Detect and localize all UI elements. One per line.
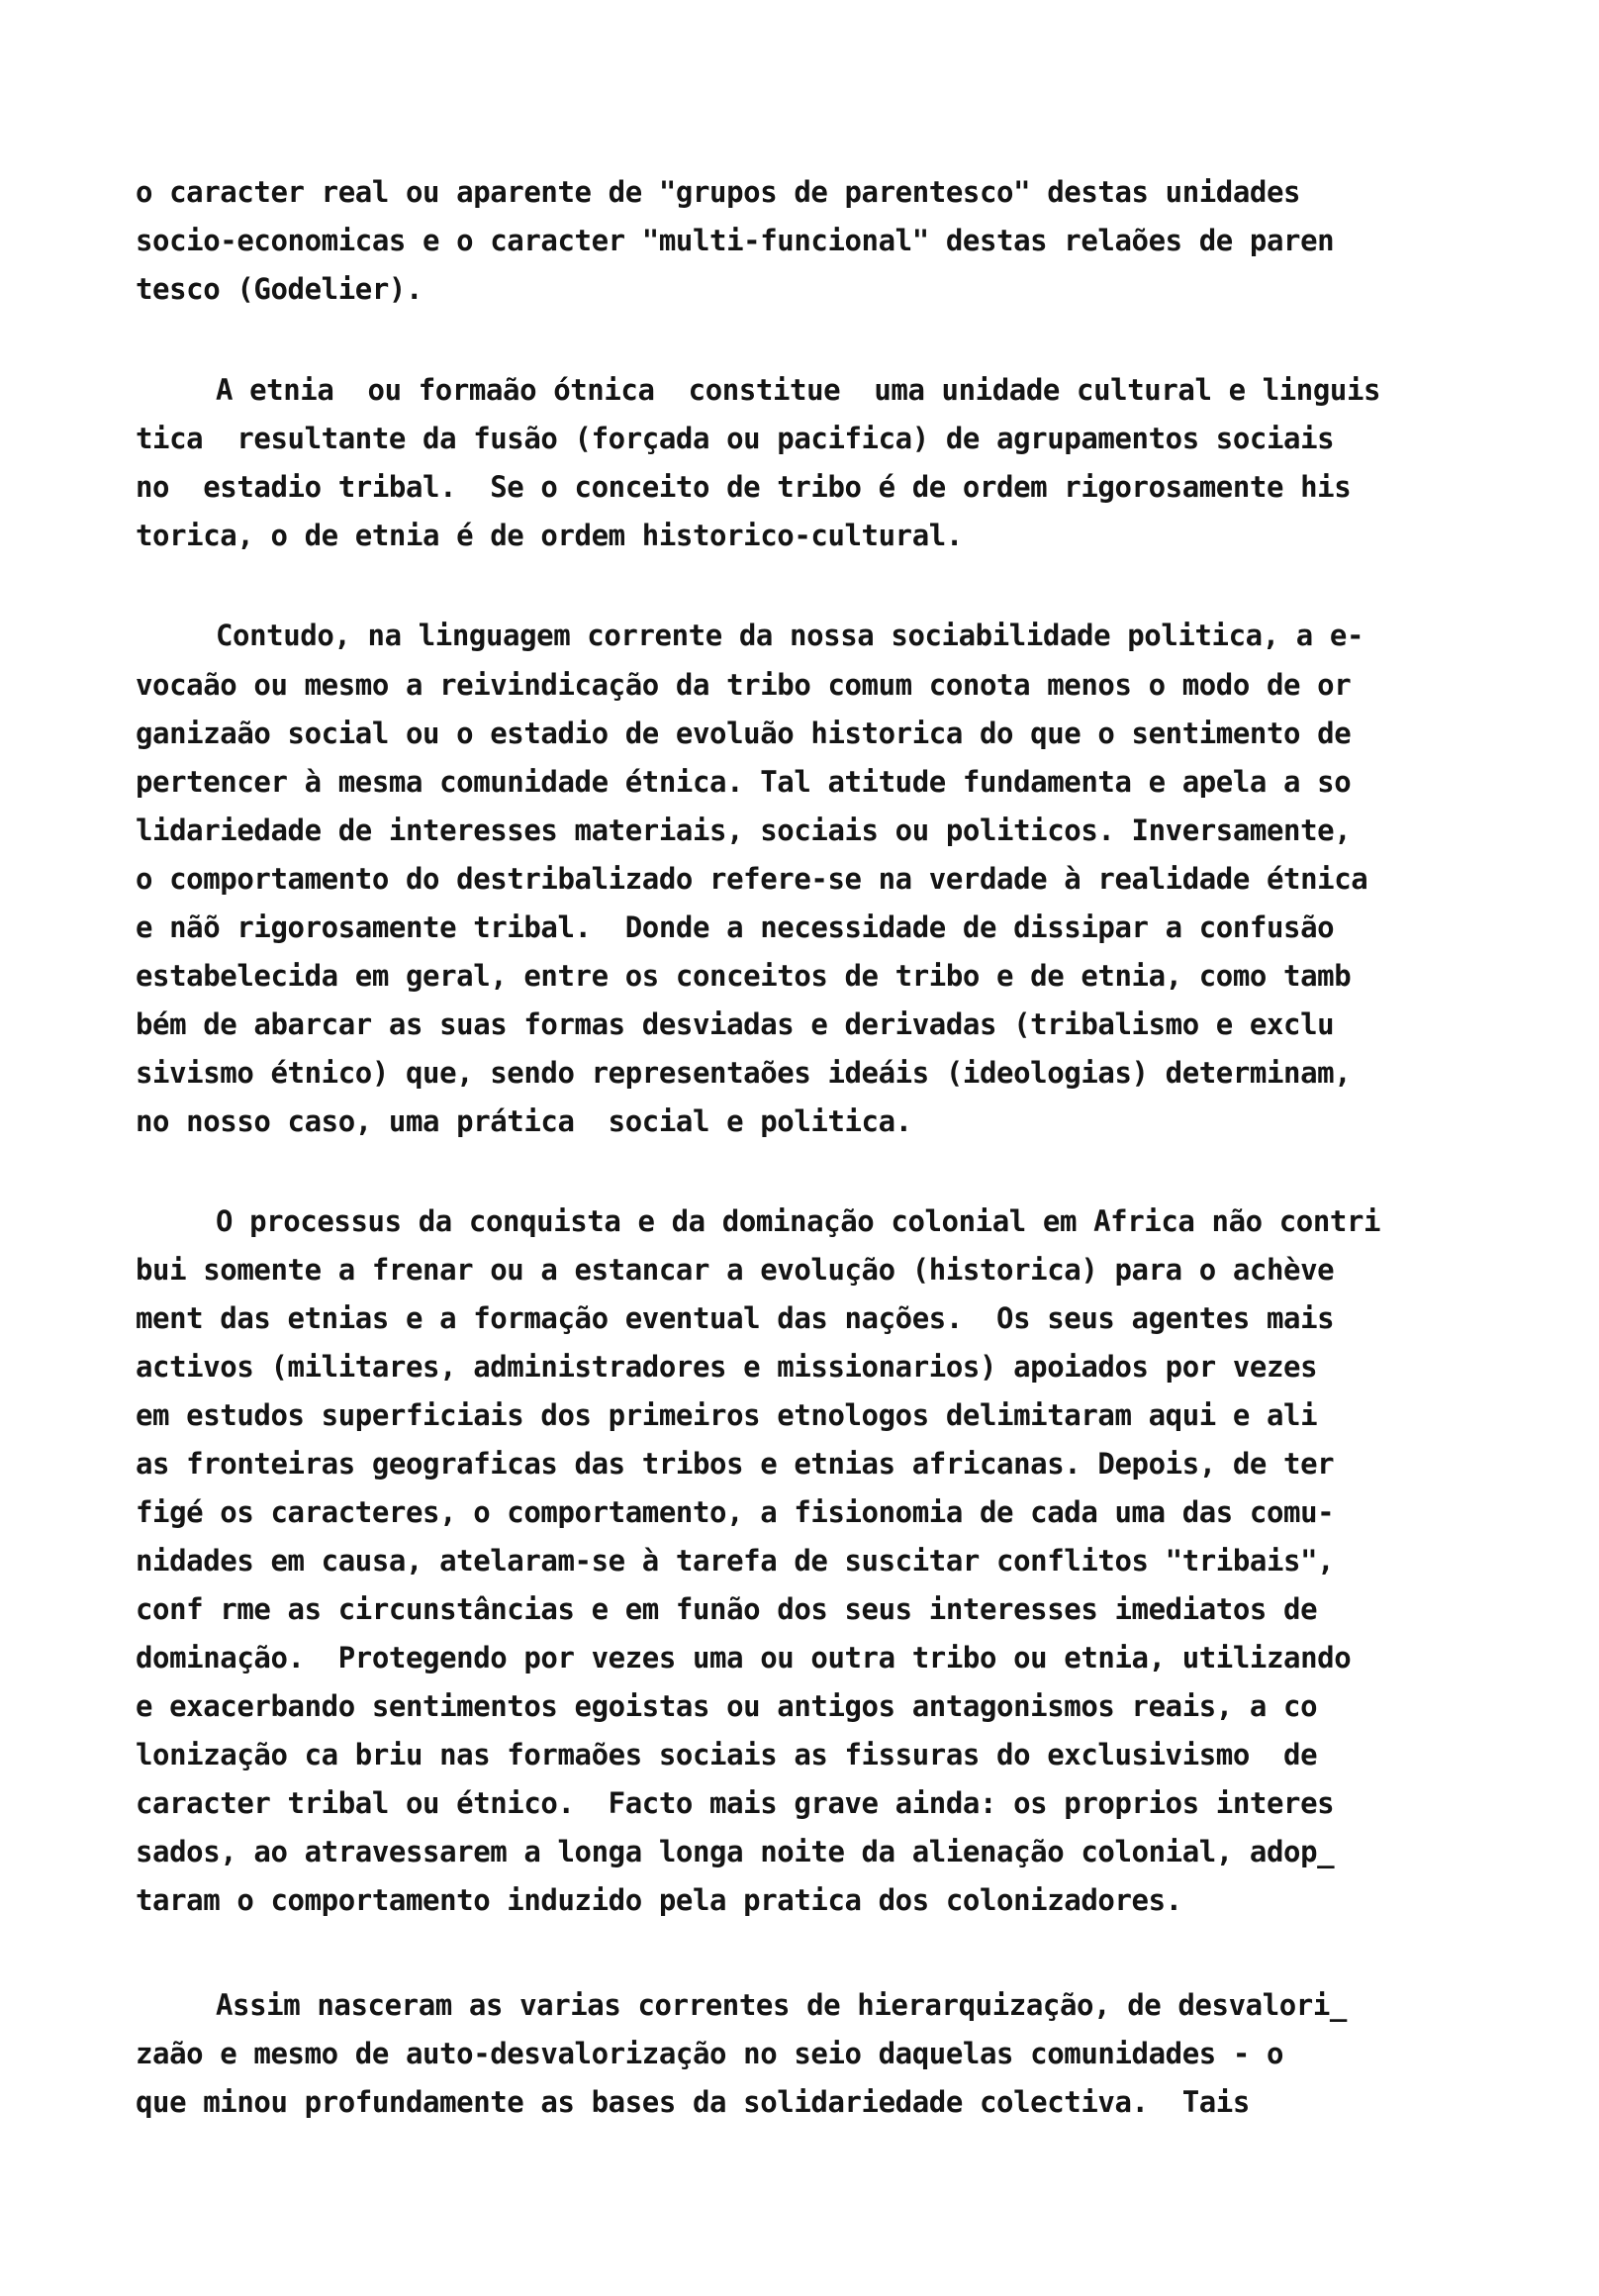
text-line: lidariedade de interesses materiais, sociais ou politicos. Inversamente, — [136, 813, 1352, 847]
text-line: sivismo étnico) que, sendo representaões ideáis (ideologias) determinam, — [136, 1056, 1352, 1090]
text-line: caracter tribal ou étnico. Facto mais grave ainda: os proprios interes — [136, 1786, 1335, 1820]
text-line: no nosso caso, uma prática social e politica. — [136, 1104, 912, 1138]
text-line: torica, o de etnia é de ordem historico-cultural. — [136, 519, 963, 552]
text-line: O processus da conquista e da dominação colonial em Africa não contri — [216, 1204, 1381, 1238]
text-line: ment das etnias e a formação eventual das nações. Os seus agentes mais — [136, 1301, 1335, 1335]
text-line: bém de abarcar as suas formas desviadas e derivadas (tribalismo e exclu — [136, 1007, 1335, 1041]
text-line: conf rme as circunstâncias e em funão dos seus interesses imediatos de — [136, 1592, 1318, 1626]
text-line: dominação. Protegendo por vezes uma ou outra tribo ou etnia, utilizando — [136, 1641, 1352, 1674]
text-line: vocaão ou mesmo a reivindicação da tribo comum conota menos o modo de or — [136, 668, 1352, 702]
text-line: o comportamento do destribalizado refere-se na verdade à realidade étnica — [136, 862, 1368, 896]
text-line: A etnia ou formaão ótnica constitue uma unidade cultural e linguis — [216, 373, 1381, 407]
text-line: socio-economicas e o caracter "multi-funcional" destas relaões de paren — [136, 224, 1335, 257]
text-line: tica resultante da fusão (forçada ou pacifica) de agrupamentos sociais — [136, 422, 1335, 455]
text-line: ganizaão social ou o estadio de evoluão historica do que o sentimento de — [136, 717, 1352, 750]
text-line: estabelecida em geral, entre os conceitos de tribo e de etnia, como tamb — [136, 959, 1352, 993]
text-line: zaão e mesmo de auto-desvalorização no seio daquelas comunidades - o — [136, 2037, 1284, 2070]
text-line: nidades em causa, atelaram-se à tarefa de suscitar conflitos "tribais", — [136, 1544, 1335, 1578]
text-line: as fronteiras geograficas das tribos e etnias africanas. Depois, de ter — [136, 1447, 1335, 1481]
text-line: taram o comportamento induzido pela pratica dos colonizadores. — [136, 1883, 1182, 1917]
text-line: Assim nasceram as varias correntes de hierarquização, de desvalori_ — [216, 1988, 1347, 2022]
text-line: activos (militares, administradores e missionarios) apoiados por vezes — [136, 1350, 1318, 1384]
text-line: no estadio tribal. Se o conceito de tribo é de ordem rigorosamente his — [136, 470, 1352, 504]
text-line: que minou profundamente as bases da solidariedade colectiva. Tais — [136, 2085, 1250, 2119]
text-line: bui somente a frenar ou a estancar a evolução (historica) para o achève — [136, 1253, 1335, 1287]
text-line: pertencer à mesma comunidade étnica. Tal atitude fundamenta e apela a so — [136, 765, 1352, 799]
text-line: o caracter real ou aparente de "grupos de parentesco" destas unidades — [136, 175, 1301, 209]
text-line: em estudos superficiais dos primeiros etnologos delimitaram aqui e ali — [136, 1398, 1318, 1432]
text-line: e nãõ rigorosamente tribal. Donde a necessidade de dissipar a confusão — [136, 910, 1335, 944]
text-line: e exacerbando sentimentos egoistas ou antigos antagonismos reais, a co — [136, 1689, 1318, 1723]
text-line: figé os caracteres, o comportamento, a fisionomia de cada uma das comu- — [136, 1495, 1335, 1529]
text-line: tesco (Godelier). — [136, 272, 423, 306]
text-line: sados, ao atravessarem a longa longa noite da alienação colonial, adop_ — [136, 1835, 1335, 1868]
text-line: lonização ca briu nas formaões sociais as fissuras do exclusivismo de — [136, 1738, 1318, 1771]
text-line: Contudo, na linguagem corrente da nossa sociabilidade politica, a e- — [216, 619, 1364, 652]
